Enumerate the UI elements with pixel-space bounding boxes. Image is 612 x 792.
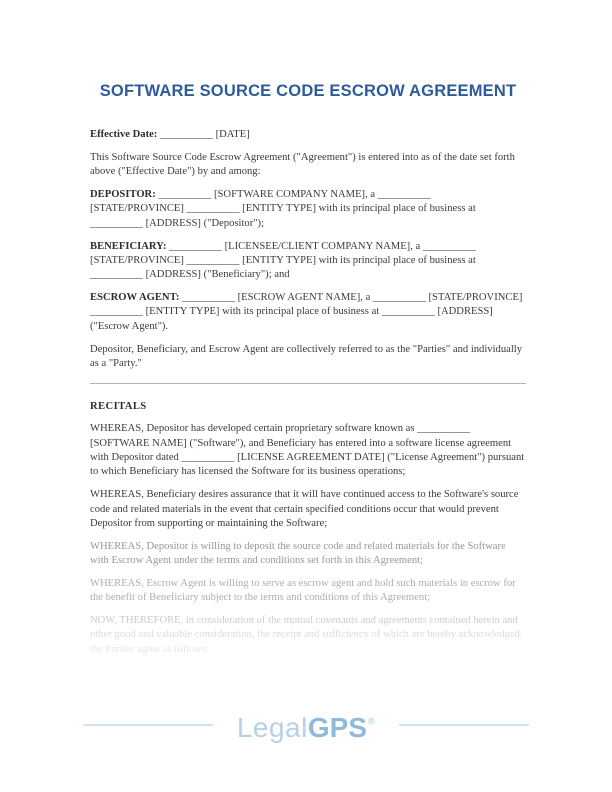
document-title: SOFTWARE SOURCE CODE ESCROW AGREEMENT [99, 82, 517, 100]
recital-paragraph-1: WHEREAS, Depositor has developed certain proprietary software known as __________ [SOFTWARE NAME] ("Software"), and Beneficiary has entered into a software license agreement with Depositor dated __________ [LICENSE AGREEMENT DATE] ("License Agreement") pursuant to which Beneficiary has licensed the Software for its business operations; [90, 423, 525, 478]
party-paragraph-depositor [90, 188, 526, 231]
intro-paragraph: This Software Source Code Escrow Agreement ("Agreement") is entered into as of the date set forth above ("Effective Date") by and among: [90, 151, 515, 178]
brand-light-text: Legal [236, 712, 308, 743]
recital-paragraph-5: NOW, THEREFORE, in consideration of the mutual covenants and agreements contained herein and other good and valuable consideration, the receipt and sufficiency of which are hereby acknowledged, the Parties agree as follows: [90, 614, 526, 657]
recital-paragraph-2: WHEREAS, Beneficiary desires assurance that it will have continued access to the Software's source code and related materials in the event that certain specified conditions occur that would prevent Depositor from supporting or maintaining the Software; [90, 489, 519, 529]
escrow-agent-text: __________ [ESCROW AGENT NAME], a __________ [STATE/PROVINCE] __________ [ENTITY TYPE] with its principal place of business at __________ [ADDRESS] ("Escrow Agent"). [90, 292, 523, 332]
document-content [90, 80, 526, 666]
recital-paragraph-4: WHEREAS, Escrow Agent is willing to serve as escrow agent and hold such materials in escrow for the benefit of Beneficiary subject to the terms and conditions of this Agreement; [90, 577, 516, 604]
registered-trademark-icon: ® [368, 716, 376, 726]
section-divider [90, 383, 526, 384]
recitals-heading: RECITALS [90, 401, 147, 413]
effective-date-value: __________ [DATE] [157, 129, 250, 140]
effective-date-label: Effective Date: [90, 129, 158, 140]
brand-bold-text: GPS [307, 712, 367, 743]
depositor-text: __________ [SOFTWARE COMPANY NAME], a __________ [STATE/PROVINCE] __________ [ENTITY TYPE] with its principal place of business at __________ [ADDRESS] ("Depositor"); [90, 189, 476, 229]
beneficiary-label: BENEFICIARY: [90, 240, 167, 252]
recital-paragraph-3: WHEREAS, Depositor is willing to deposit the source code and related materials for the Software with Escrow Agent under the terms and conditions set forth in this Agreement; [90, 540, 506, 566]
beneficiary-text: __________ [LICENSEE/CLIENT COMPANY NAME], a __________ [STATE/PROVINCE] __________ [ENTITY TYPE] with its principal place of business at __________ [ADDRESS] ("Beneficiary"); and [90, 240, 476, 281]
brand-logo [237, 701, 375, 748]
footer-rule-left [83, 724, 213, 726]
party-paragraph-escrow-agent [90, 291, 526, 334]
footer [0, 701, 612, 748]
parties-note: Depositor, Beneficiary, and Escrow Agent are collectively referred to as the "Parties" and individually as a "Party." [90, 343, 523, 369]
party-paragraph-beneficiary [90, 240, 526, 283]
effective-date-line [90, 128, 526, 142]
depositor-label: DEPOSITOR: [90, 189, 156, 201]
escrow-agent-label: ESCROW AGENT: [90, 292, 180, 304]
footer-rule-right [399, 724, 529, 726]
